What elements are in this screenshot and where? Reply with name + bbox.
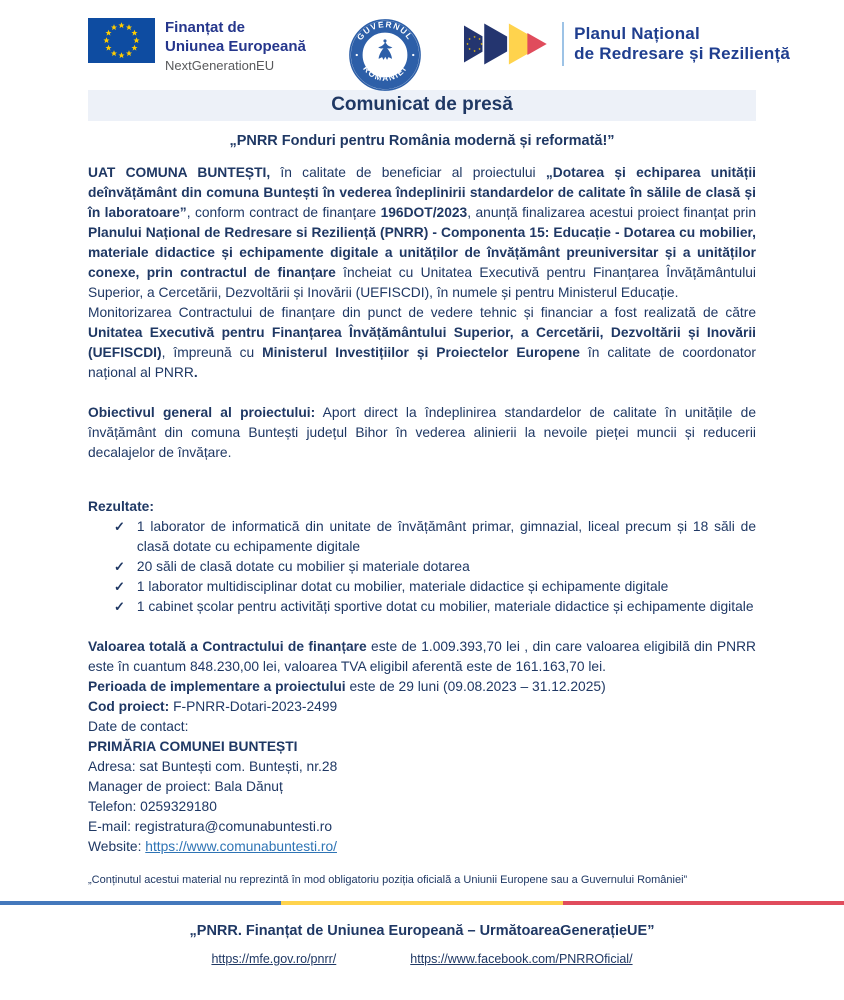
text-segment: încheiat cu Unitatea Executivă pentru Finanțarea Învățământului Superior, a Cercetării, Dezvoltării și Inovării (UEFISCDI), în numele și pentru Ministerul Educație. [88,265,756,300]
spacer [88,617,756,637]
contact-phone: Telefon: 0259329180 [88,799,217,814]
text-segment: Aport direct la îndeplinirea standardelor de calitate în unitățile de învățământ din comuna Buntești județul Bihor în vederea alinierii la nevoile pieței muncii și reducerii decalajelor de învățare. [88,405,756,460]
check-icon: ✓ [114,519,125,534]
text-segment: 196DOT/2023 [380,205,468,220]
footer-slogan: „PNRR. Finanțat de Uniunea Europeană – UrmătoareaGenerațieUE” [189,923,655,939]
eu-logo-text [165,18,306,75]
list-item [88,577,756,597]
contact-email: E-mail: registratura@comunabuntesti.ro [88,819,333,834]
text-segment: este de 29 luni (09.08.2023 – 31.12.2025) [345,679,606,694]
pnrr-logo-line1: Planul Național [574,23,700,43]
text-segment: , conform contract de finanțare [186,205,381,220]
contract-value-line [88,637,756,677]
list-item [88,557,756,577]
tricolor-yellow-segment [281,901,562,905]
spacer [88,463,756,483]
text-segment: , anunță finalizarea acestui proiect finanțat prin [467,205,756,220]
text-segment: Planului Național de Redresare si Reziliență (PNRR) - Componenta 15: Educație - Dotarea cu mobilier, materiale didactice și echipamente digitale a unităților de învățământ preuniversitar și a unităților conexe, prin contractul de finanțare [88,225,756,280]
text-segment: , împreună cu [161,345,263,360]
text-segment: Ministerul Investițiilor și Proiectelor Europene [262,345,580,360]
pnrr-logo-line2: de Redresare și Reziliență [574,44,790,63]
eu-logo-line2: Uniunea Europeană [165,37,306,55]
contact-website-line [88,837,756,857]
text-segment: în calitate de beneficiar al proiectului [270,165,546,180]
project-code-line [88,697,756,717]
pnrr-triangles-icon [464,18,552,70]
subtitle: „PNRR Fonduri pentru România modernă și reformată!” [229,133,615,149]
main-content [0,163,844,857]
check-icon: ✓ [114,579,125,594]
eu-logo-line1: Finanțat de [165,19,246,36]
result-text: 1 laborator multidisciplinar dotat cu mobilier, materiale didactice și echipamente digitale [136,579,669,594]
list-item [88,597,756,617]
spacer [88,383,756,403]
title-band [88,90,756,121]
results-list [88,517,756,617]
result-text: 1 laborator de informatică din unitate de învățământ primar, gimnazial, liceal precum și 18 săli de clasă dotate cu echipamente digitale [136,519,756,554]
eu-flag-icon [88,18,155,63]
tricolor-blue-segment [0,901,281,905]
text-segment: „Dotarea și echiparea unității deînvățământ din comuna Buntești în vederea îndeplinirii standardelor de calitate în sălile de clasă și în laboratoare” [88,165,756,220]
paragraph-monitoring [88,303,756,383]
result-text: 20 săli de clasă dotate cu mobilier și materiale dotarea [136,559,470,574]
text-segment: Perioada de implementare a proiectului [88,679,346,694]
text-segment: F-PNRR-Dotari-2023-2499 [169,699,338,714]
text-segment: în calitate de coordonator național al PNRR [88,345,756,380]
seal-bottom-text: ROMÂNIEI [361,64,409,83]
pnrr-logo [464,18,790,70]
results-heading: Rezultate: [88,499,154,514]
text-segment: este de 1.009.393,70 lei , din care valoarea eligibilă din PNRR este în cuantum 848.230,00 lei, valoarea TVA eligibil aferentă este de 161.163,70 lei. [88,639,756,674]
website-link[interactable]: https://www.comunabuntesti.ro/ [145,839,337,854]
eu-funding-logo [88,18,306,75]
romanian-tricolor-divider [0,901,844,905]
text-segment: Website: [88,839,146,854]
implementation-period-line [88,677,756,697]
paragraph-objective [88,403,756,463]
text-segment: Monitorizarea Contractului de finanțare din punct de vedere tehnic și financiar a fost realizată de către [88,305,756,320]
text-segment: Obiectivul general al proiectului: [88,405,316,420]
footer-links [0,952,844,966]
result-text: 1 cabinet școlar pentru activități sportive dotat cu mobilier, materiale didactice și echipamente digitale [136,599,754,614]
header [0,0,844,86]
paragraph-beneficiary [88,163,756,303]
text-segment: Valoarea totală a Contractului de finanțare [88,639,367,654]
contact-heading: Date de contact: [88,719,189,734]
page-title: Comunicat de presă [331,94,513,115]
eu-logo-line3: NextGenerationEU [165,57,275,73]
pnrr-logo-text [574,24,790,64]
text-segment: UAT COMUNA BUNTEȘTI, [88,165,271,180]
contact-org: PRIMĂRIA COMUNEI BUNTEȘTI [88,739,298,754]
contact-address: Adresa: sat Buntești com. Buntești, nr.28 [88,759,338,774]
check-icon: ✓ [114,599,125,614]
romanian-government-seal-icon [348,18,422,97]
list-item [88,517,756,557]
disclaimer: „Conținutul acestui material nu reprezintă în mod obligatoriu poziția oficială a Uniunii Europene sau a Guvernului României” [88,874,688,886]
text-segment: Cod proiect: [88,699,170,714]
spacer [88,483,756,497]
text-segment: Unitatea Executivă pentru Finanțarea Învățământului Superior, a Cercetării, Dezvoltării și Inovării (UEFISCDI) [88,325,756,360]
check-icon: ✓ [114,559,125,574]
text-segment: . [193,365,198,380]
pnrr-logo-divider [562,22,564,66]
mfe-pnrr-link[interactable]: https://mfe.gov.ro/pnrr/ [211,952,337,966]
contact-manager: Manager de proiect: Bala Dănuț [88,779,283,794]
seal-top-text: GUVERNUL [355,20,415,42]
facebook-pnrr-link[interactable]: https://www.facebook.com/PNRROficial/ [410,952,633,966]
tricolor-red-segment [563,901,844,905]
